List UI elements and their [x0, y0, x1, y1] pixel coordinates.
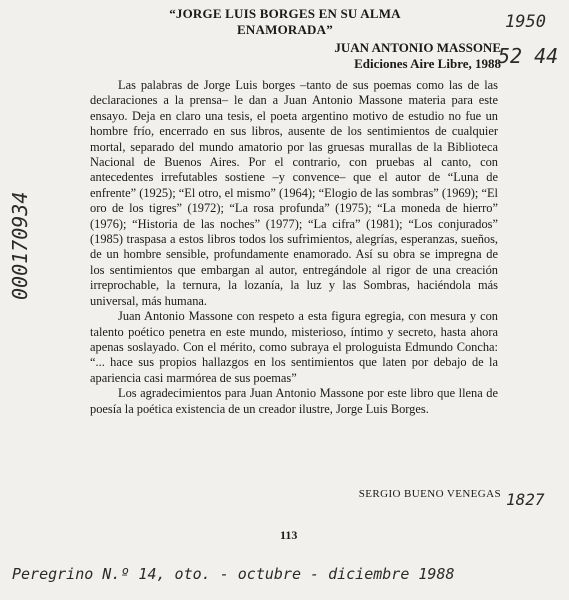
signature: SERGIO BUENO VENEGAS [358, 488, 501, 500]
paragraph-1: Las palabras de Jorge Luis borges –tanto de sus poemas como las de las declaraciones a la prensa– le dan a Juan Antonio Massone materia para este ensayo. Deja en claro una tesis, el poeta argentino motivo de estudio no fue un hombre frío, encerrado en sus libros, ausente de los sentimientos de cualquier mortal, separado del mundo amatorio por las gruesas murallas de la Biblioteca Nacional de Buenos Aires. Por el contrario, con pruebas al canto, con antecedentes irrefutables sostiene –y convence– que el autor de “Luna de enfrente” (1925); “El otro, el mismo” (1964); “Elogio de las sombras” (1969); “El oro de los tigres” (1972); “La rosa profunda” (1975); “La moneda de hierro” (1976); “Historia de las noches” (1977); “La cifra” (1981); “Los conjurados” (1985) traspasa a estos libros todos los sufrimientos, alegrías, esperanzas, sueños, de un hombre sensible, profundamente enamorado. Así su obra se impregna de los sentimientos que embargan al autor, entregándole al rigor de una creación irreprochable, la ternura, la lozanía, la luz y las Sombras, haciéndola más universal, más humana. [90, 78, 498, 308]
book-author: JUAN ANTONIO MASSONE [334, 40, 501, 55]
handwritten-citation: Peregrino N.º 14, oto. - octubre - diciembre 1988 [12, 565, 455, 583]
handwritten-year: 1950 [505, 12, 546, 32]
paragraph-2: Juan Antonio Massone con respeto a esta figura egregia, con mesura y con talento poético penetra en este mundo, misterioso, íntimo y secreto, hasta ahora apenas soslayado. Con el mérito, como subraya el prologuista Edmundo Concha: “... hace sus propios hallazgos en los sentimientos que laten por debajo de la apariencia casi marmórea de sus poemas” [90, 309, 498, 385]
paragraph-3: Los agradecimientos para Juan Antonio Massone por este libro que llena de poesía la poética existencia de un creador ilustre, Jorge Luis Borges. [90, 386, 498, 416]
handwritten-number: 1827 [506, 490, 545, 509]
book-publisher: Ediciones Aire Libre, 1988 [354, 56, 501, 71]
page-number: 113 [280, 528, 298, 542]
article-title: “JORGE LUIS BORGES EN SU ALMA ENAMORADA” [169, 6, 401, 37]
handwritten-ref: 52 44 [498, 44, 559, 68]
book-reference [334, 40, 501, 72]
article-body [90, 78, 498, 417]
handwritten-catalog-id: 000170934 [8, 191, 32, 300]
